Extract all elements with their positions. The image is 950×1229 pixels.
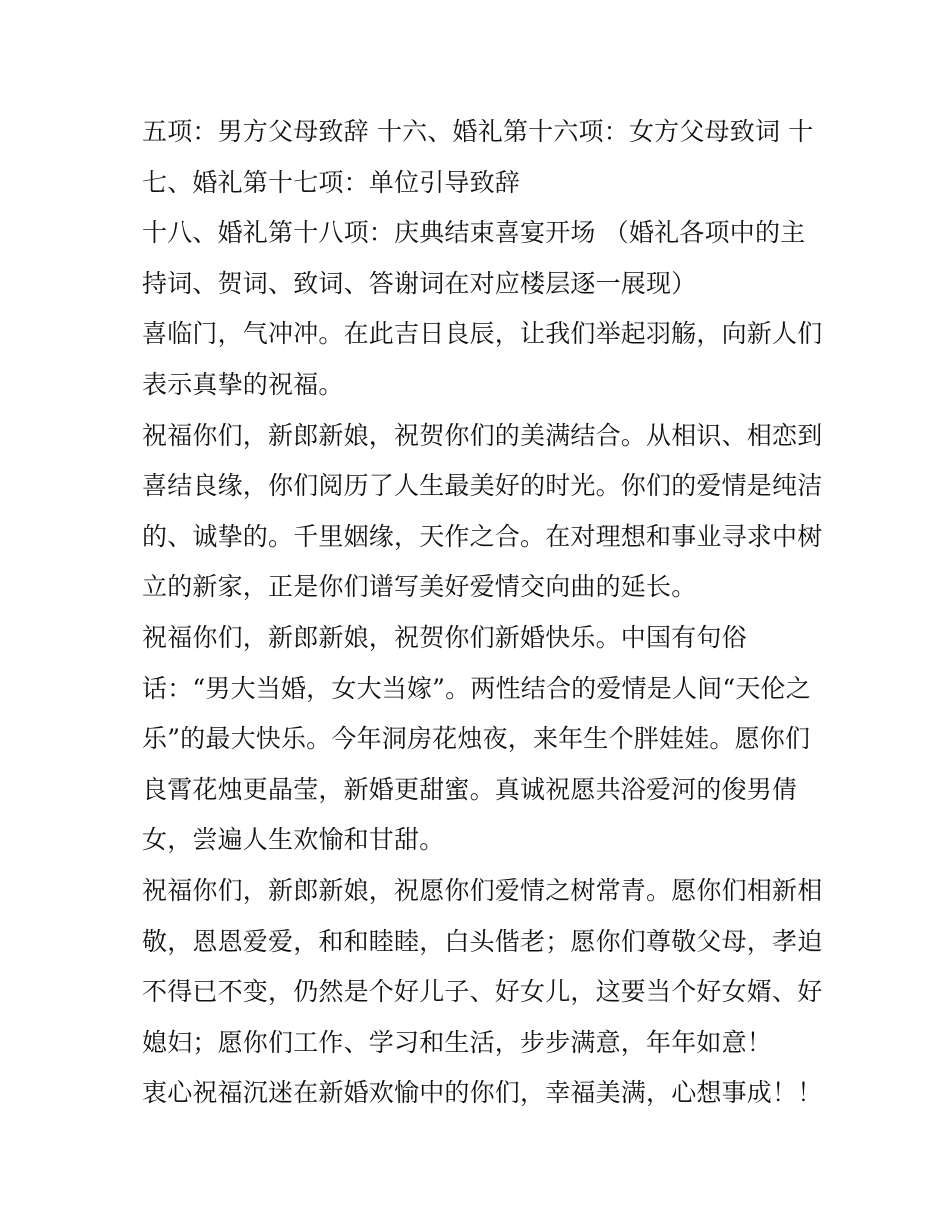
text-line: 媳妇；愿你们工作、学习和生活，步步满意，年年如意！ — [142, 1027, 773, 1057]
text-line: 良霄花烛更晶莹，新婚更甜蜜。真诚祝愿共浴爱河的俊男倩 — [142, 774, 798, 804]
text-line: 五项：男方父母致辞 十六、婚礼第十六项：女方父母致词 十 — [142, 117, 814, 146]
text-line: 喜结良缘，你们阅历了人生最美好的时光。你们的爱情是纯洁 — [142, 471, 823, 501]
text-line: 敬，恩恩爱爱，和和睦睦，白头偕老；愿你们尊敬父母，孝迫 — [142, 926, 823, 956]
text-line: 七、婚礼第十七项：单位引导致辞 — [142, 167, 521, 197]
text-line: 不得已不变，仍然是个好儿子、好女儿，这要当个好女婿、好 — [142, 977, 823, 1007]
document-body — [142, 107, 822, 1119]
text-line: 表示真挚的祝福。 — [142, 369, 344, 399]
text-line: 立的新家，正是你们谱写美好爱情交向曲的延长。 — [142, 572, 697, 602]
text-line: 持词、贺词、致词、答谢词在对应楼层逐一展现） — [142, 268, 697, 298]
text-line: 的、诚挚的。千里姻缘，天作之合。在对理想和事业寻求中树 — [142, 521, 823, 551]
text-line: 祝福你们，新郎新娘，祝贺你们新婚快乐。中国有句俗 — [142, 622, 747, 652]
text-line: 话：“男大当婚，女大当嫁”。两性结合的爱情是人间“天伦之 — [142, 673, 811, 703]
text-line: 十八、婚礼第十八项：庆典结束喜宴开场 （婚礼各项中的主 — [142, 218, 806, 248]
text-line: 祝福你们，新郎新娘，祝贺你们的美满结合。从相识、相恋到 — [142, 420, 823, 450]
text-line: 女，尝遍人生欢愉和甘甜。 — [142, 825, 445, 855]
text-line: 祝福你们，新郎新娘，祝愿你们爱情之树常青。愿你们相新相 — [142, 875, 823, 905]
text-line: 衷心祝福沉迷在新婚欢愉中的你们，幸福美满，心想事成！！ — [142, 1078, 823, 1108]
text-line: 喜临门，气冲冲。在此吉日良辰，让我们举起羽觞，向新人们 — [142, 319, 823, 349]
text-line: 乐”的最大快乐。今年洞房花烛夜，来年生个胖娃娃。愿你们 — [142, 724, 811, 754]
